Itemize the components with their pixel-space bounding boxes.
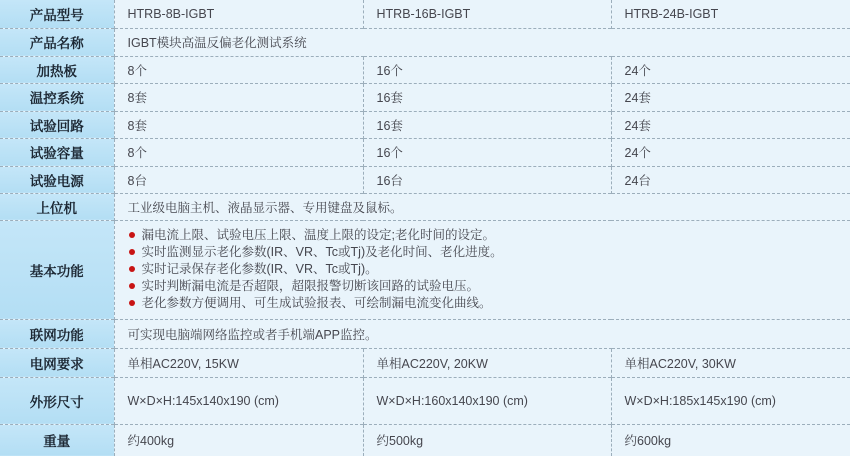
spec-cell: HTRB-16B-IGBT xyxy=(363,0,611,28)
spec-cell: 8个 xyxy=(114,56,363,83)
spec-cell: 16套 xyxy=(363,111,611,138)
spec-cell: 8个 xyxy=(114,138,363,166)
feature-text: 实时监测显示老化参数(IR、VR、Tc或Tj)及老化时间、老化进度。 xyxy=(142,245,503,259)
spec-cell: 24个 xyxy=(611,56,850,83)
row-header-heating-plates: 加热板 xyxy=(0,56,114,83)
bullet-icon xyxy=(129,232,135,238)
spec-cell: 24套 xyxy=(611,83,850,111)
spec-cell: 单相AC220V, 20KW xyxy=(363,348,611,377)
feature-list xyxy=(115,221,850,319)
table-row xyxy=(0,166,850,193)
table-row xyxy=(0,193,850,220)
feature-item xyxy=(129,261,843,278)
table-row xyxy=(0,83,850,111)
table-row xyxy=(0,377,850,424)
table-row xyxy=(0,424,850,456)
spec-cell: 8套 xyxy=(114,111,363,138)
spec-cell-span: 可实现电脑端网络监控或者手机端APP监控。 xyxy=(114,319,850,348)
table-row xyxy=(0,28,850,56)
row-header-test-circuits: 试验回路 xyxy=(0,111,114,138)
spec-cell: 单相AC220V, 30KW xyxy=(611,348,850,377)
table-row xyxy=(0,0,850,28)
table-row xyxy=(0,348,850,377)
spec-cell: 约500kg xyxy=(363,424,611,456)
table-row xyxy=(0,56,850,83)
feature-text: 实时判断漏电流是否超限，超限报警切断该回路的试验电压。 xyxy=(142,279,480,293)
row-header-dimensions: 外形尺寸 xyxy=(0,377,114,424)
spec-cell: 8台 xyxy=(114,166,363,193)
spec-cell-span xyxy=(114,220,850,319)
feature-item xyxy=(129,244,843,261)
spec-cell: 16个 xyxy=(363,56,611,83)
row-header-test-power: 试验电源 xyxy=(0,166,114,193)
row-header-weight: 重量 xyxy=(0,424,114,456)
spec-cell: 8套 xyxy=(114,83,363,111)
table-row xyxy=(0,138,850,166)
spec-cell: 24台 xyxy=(611,166,850,193)
spec-cell: W×D×H:160x140x190 (cm) xyxy=(363,377,611,424)
feature-text: 漏电流上限、试验电压上限、温度上限的设定;老化时间的设定。 xyxy=(142,228,495,242)
bullet-icon xyxy=(129,266,135,272)
spec-cell: 16台 xyxy=(363,166,611,193)
spec-cell: 单相AC220V, 15KW xyxy=(114,348,363,377)
spec-cell: 24个 xyxy=(611,138,850,166)
spec-cell: 16个 xyxy=(363,138,611,166)
table-row xyxy=(0,220,850,319)
row-header-temp-control: 温控系统 xyxy=(0,83,114,111)
spec-cell: 24套 xyxy=(611,111,850,138)
feature-text: 实时记录保存老化参数(IR、VR、Tc或Tj)。 xyxy=(142,262,378,276)
feature-item xyxy=(129,278,843,295)
feature-item xyxy=(129,295,843,312)
row-header-product-name: 产品名称 xyxy=(0,28,114,56)
row-header-host-computer: 上位机 xyxy=(0,193,114,220)
row-header-network-function: 联网功能 xyxy=(0,319,114,348)
spec-cell: 约600kg xyxy=(611,424,850,456)
row-header-product-model: 产品型号 xyxy=(0,0,114,28)
spec-cell: 约400kg xyxy=(114,424,363,456)
spec-cell: W×D×H:185x145x190 (cm) xyxy=(611,377,850,424)
feature-item xyxy=(129,227,843,244)
spec-cell: HTRB-24B-IGBT xyxy=(611,0,850,28)
feature-text: 老化参数方便调用、可生成试验报表、可绘制漏电流变化曲线。 xyxy=(142,296,492,310)
bullet-icon xyxy=(129,249,135,255)
row-header-grid-requirement: 电网要求 xyxy=(0,348,114,377)
table-row xyxy=(0,319,850,348)
spec-cell: 16套 xyxy=(363,83,611,111)
spec-cell-span: 工业级电脑主机、液晶显示器、专用键盘及鼠标。 xyxy=(114,193,850,220)
row-header-test-capacity: 试验容量 xyxy=(0,138,114,166)
spec-cell: HTRB-8B-IGBT xyxy=(114,0,363,28)
row-header-basic-functions: 基本功能 xyxy=(0,220,114,319)
bullet-icon xyxy=(129,300,135,306)
bullet-icon xyxy=(129,283,135,289)
spec-cell-span: IGBT模块高温反偏老化测试系统 xyxy=(114,28,850,56)
table-row xyxy=(0,111,850,138)
spec-cell: W×D×H:145x140x190 (cm) xyxy=(114,377,363,424)
